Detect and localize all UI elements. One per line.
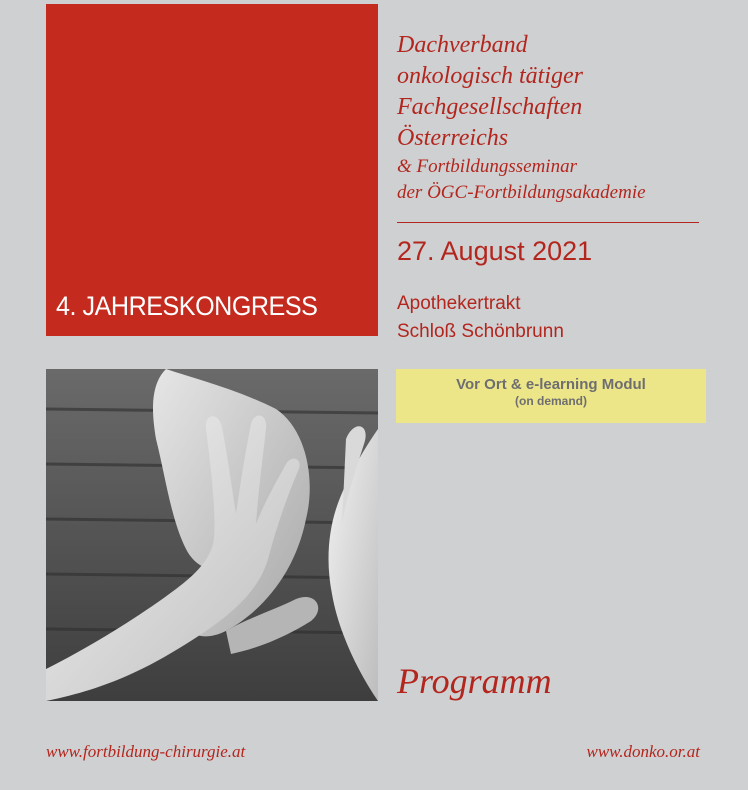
event-date: 27. August 2021 [397,236,593,266]
hands-photo [46,369,378,701]
org-sub-line-2: der ÖGC-Fortbildungsakademie [397,182,646,203]
org-line-1: Dachverband [397,32,528,58]
mode-line-2: (on demand) [515,394,587,408]
website-link-chirurgie[interactable]: www.fortbildung-chirurgie.at [46,742,246,761]
congress-title: 4. JAHRESKONGRESS [56,291,318,321]
program-label: Programm [397,661,552,701]
org-line-3: Fachgesellschaften [397,94,583,120]
event-venue [397,290,564,346]
venue-line-2: Schloß Schönbrunn [397,321,564,342]
divider [397,222,699,223]
organization-name [397,30,717,206]
org-sub-line-1: & Fortbildungsseminar [397,156,577,177]
org-line-2: onkologisch tätiger [397,63,583,89]
mode-badge [396,369,706,423]
hands-photo-image [46,369,378,701]
venue-line-1: Apothekertrakt [397,293,521,314]
website-link-donko[interactable]: www.donko.or.at [586,742,700,761]
org-line-4: Österreichs [397,125,509,151]
title-block [46,4,378,336]
mode-line-1: Vor Ort & e-learning Modul [456,376,646,393]
